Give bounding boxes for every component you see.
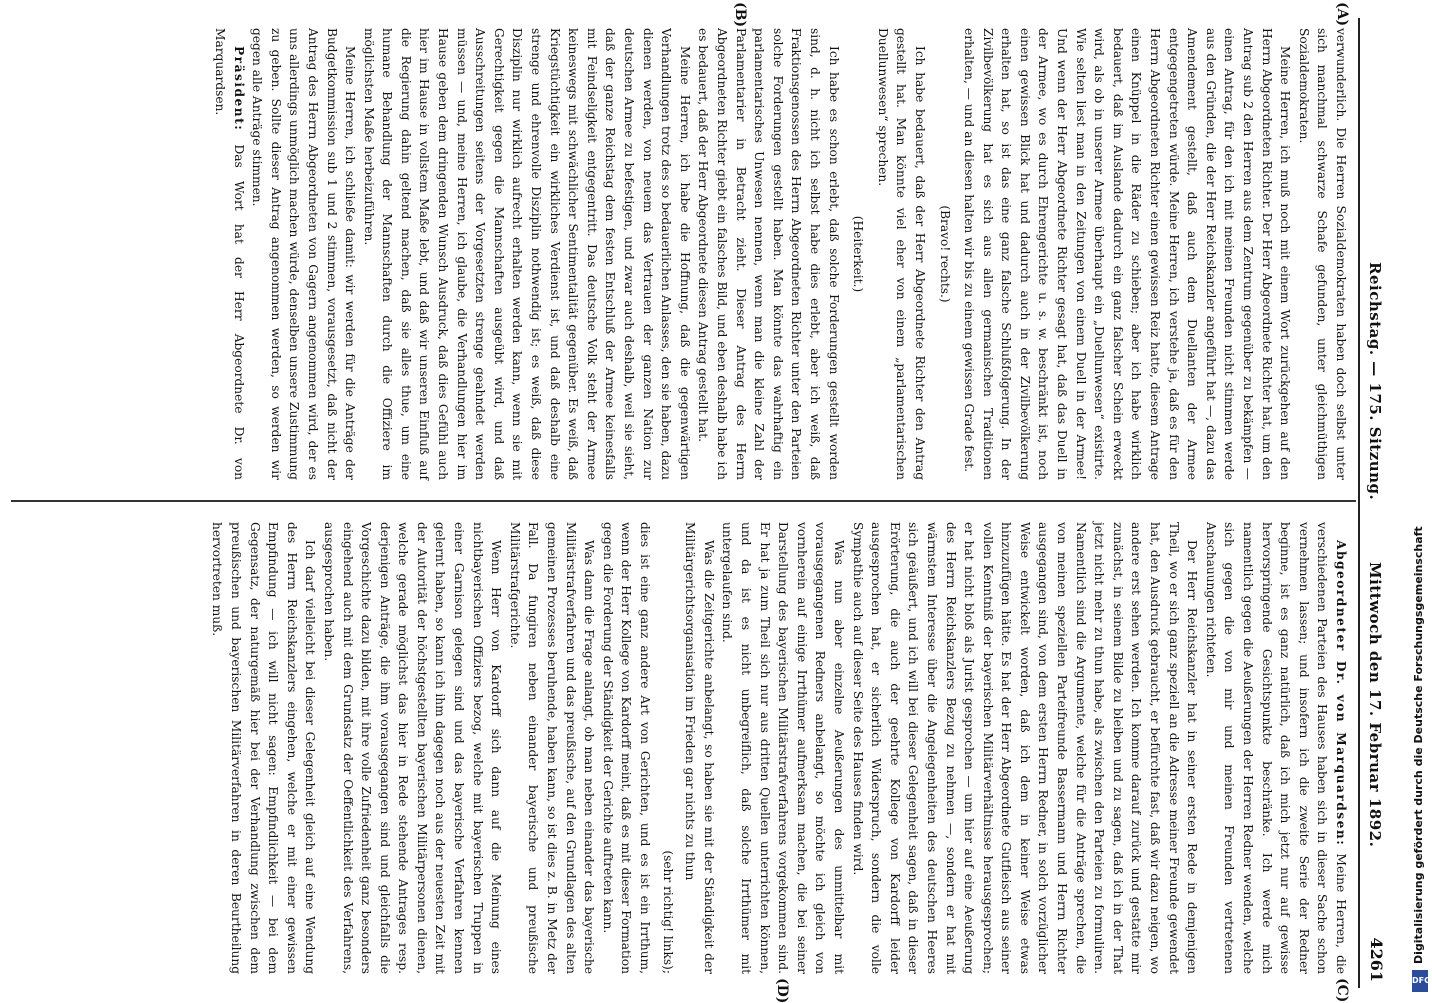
header-rule xyxy=(1358,18,1360,988)
speaker-label: Präsident: xyxy=(231,46,246,132)
paragraph: Ich habe bedauert, daß der Herr Abgeordnete Richter den Antrag gestellt hat. Man könnte viel eher von einem „parlamentarischen Duellunwesen“ sprechen. xyxy=(875,28,927,480)
margin-marker-a: (A) xyxy=(1334,2,1350,27)
paragraph: Meine Herren, ich habe die Hoffnung, daß die gegenwärtigen Verhandlungen trotz des so bedauerlichen Anlasses, den sie haben, dazu dienen werden, von neuem das Vertrauen der ganzen Nation zur deutschen Armee zu befestigen, und zwar auch deshalb, weil sie sieht, daß der ganze Reichstag dem festen Entschluß der Armee keinesfalls mit Feindseligkeit entgegentritt. Das deutsche Volk steht der Armee keineswegs mit schwächlicher Sentimentalität gegenüber. Es weiß, daß Kriegstüchtigkeit ein wirkliches Verdienst ist, und daß deshalb eine strenge und ehrenvolle Disziplin nothwendig ist; es weiß, daß diese Disziplin nur wirklich aufrecht erhalten werden kann, wenn sie mit Gerechtigkeit gegen die Mannschaften ausgeübt wird, und daß Ausschreitungen seitens der Vorgesetzten strenge geahndet werden müssen — und, meine Herren, ich glaube, die Verhandlungen hier im Hause geben dem dringenden Wunsch Ausdruck, daß dies Gefühl auch hier im Hause in vollstem Maße lebt, und daß wir unseren Einfluß auf die Regierung dahin geltend machen, daß sie alles thue, um eine humane Behandlung der Mannschaften durch die Offiziere im möglichsten Maße herbeizuführen. xyxy=(361,28,692,480)
paragraph: dies ist eine ganz andere Art von Gerichten, und es ist ein Irrthum, wenn der Herr Kollege von Kardorff meint, daß es mit dieser Formation gegen die Forderung der Ständigkeit der Gerichte auftreten kann. xyxy=(600,522,653,974)
header-date: Mittwoch den 17. Februar 1892. xyxy=(1366,562,1384,848)
margin-marker-b: (B) xyxy=(732,2,748,28)
right-column xyxy=(208,522,1350,974)
speaker-text: Das Wort hat der Herr Abgeordnete Dr. von Marquardsen. xyxy=(212,28,246,481)
paragraph: Was nun aber einzelne Aeußerungen des unmittelbar mit vorausgegangenen Redners anbelangt, so möchte ich gleich von vornherein auf einige Irrthümer aufmerksam machen, die bei seiner Darstellung des bayerischen Militärstrafverfahrens vorgekommen sind. Er hat ja zum Theil sich nur aus dritten Quellen unterrichten können, und da ist es nicht unbegreiflich, daß solche Irrthümer mit untergelaufen sind. xyxy=(720,522,846,974)
paragraph: Meine Herren, ich schließe damit: wir werden für die Anträge der Budgetkommission sub 1 und 2 stimmen, vorausgesetzt, daß nicht der Antrag des Herrn Abgeordneten von Gagern angenommen wird, der es uns allerdings unmöglich machen würde, denselben unsere Zustimmung zu geben. Sollte dieser Antrag angenommen werden, so werden wir gegen alle Anträge stimmen. xyxy=(250,28,358,480)
speaker-label: Abgeordneter Dr. von Marquardsen: xyxy=(1334,540,1348,847)
funding-notice: Digitalisierung gefördert durch die Deutsche Forschungsgemeinschaft xyxy=(1412,526,1425,964)
paragraph: Was die Zeitgerichte anbelangt, so haben sie mit der Ständigkeit der Militärgerichtsorganisation im Frieden gar nichts zu thun xyxy=(683,522,716,974)
paragraph: Der Herr Reichskanzler hat in seiner ersten Rede in demjenigen Theil, wo er sich ganz speziell an die Adresse meiner Freunde gewendet hat, den Ausdruck gebraucht, er befürchte fast, daß wir dazu neigen, wo andere erst sehen werden. Ich komme darauf zurück und gestatte mir zunächst, in seinem Bilde zu bleiben und zu sagen, daß ich in der That jetzt nicht mehr zu thun habe, als zwischen den Parteien zu formuliren. Namentlich sind die Argumente, welche für die Anträge sprechen, die von meinen speziellen Parteifreunde Bassermann und Herrn Richter ausgegangen sind, von dem ersten Herrn Redner, in solch vorzüglicher Weise entwickelt worden, daß ich dem in keiner Weise etwas hinzuzufügen hätte. Es hat der Herr Abgeordnete Gutfleisch aus seiner vollen Kenntniß der bayerischen Militärverhältnisse herausgesprochen; er hat nicht bloß als Jurist gesprochen — um hier auf eine Aeußerung des Herrn Reichskanzlers Bezug zu nehmen —, sondern er hat mit wärmstem Interesse über die Angelegenheiten des deutschen Heeres sich geäußert, und ich will bei dieser Gelegenheit sagen, daß in dieser Erörterung, die auch der geehrte Kollege von Kardorff leider ausgesprochen hat, er sicherlich Widerspruch, sondern die volle Sympathie auch auf dieser Seite des Hauses finden wird. xyxy=(850,522,1200,974)
margin-marker-c: (C) xyxy=(1334,978,1350,1003)
column-divider xyxy=(11,500,1356,502)
page-number: 4261 xyxy=(1367,937,1386,982)
paragraph: Ich darf vielleicht bei dieser Gelegenheit gleich auf eine Wendung des Herrn Reichskanzlers eingehen, welche er mit einer gewissen Empfindung — ich will nicht sagen: Empfindlichkeit — bei dem Gegensatz, der naturgemäß hier bei der Verhandlung zwischen dem preußischen und bayerischen Militärverfahren in deren Beurtheilung hervortreten muß. xyxy=(210,522,318,974)
page-header xyxy=(1360,22,1388,990)
paragraph: Was dann die Frage anlangt, ob man neben einander das bayerische Militärstrafverfahren und das preußische, auf den Grundlagen des alten gemeinen Prozesses beruhende, haben kann, so ist dies z. B. in Metz der Fall. Da fungiren neben einander bayerische und preußische Militärstrafgerichte. xyxy=(507,522,597,974)
stage-note: (Heiterkeit.) xyxy=(851,215,866,293)
speaker-paragraph xyxy=(1201,522,1350,974)
paragraph-text: Meine Herren, die verschiedenen Parteien des Hauses haben sich in dieser Sache schon vernehmen lassen; und insofern ich die zweite Serie der Redner beginne, ist es ganz natürlich, daß ich mich jetzt nur auf gewisse hervorspringende Gesichtspunkte beschränke. Ich werde mich namentlich gegen die Aeußerungen der Herren Redner wenden, welche sich gegen die von mir und meinen Freunden vertretenen Anschauungen richteten. xyxy=(1203,522,1348,975)
speaker-paragraph xyxy=(210,28,247,480)
funding-sidebar xyxy=(1409,0,1432,1000)
margin-marker-d: (D) xyxy=(774,978,790,1003)
stage-note: (Bravo! rechts.) xyxy=(937,205,952,303)
stage-note: (sehr richtig! links); xyxy=(660,850,675,974)
header-title: Reichstag. — 175. Sitzung. xyxy=(1366,262,1384,501)
dfg-logo: DFG xyxy=(1412,970,1428,992)
paragraph: Ich habe es schon erlebt, daß solche Forderungen gestellt worden sind, d. h. nicht ich selbst habe dies erlebt, aber ich weiß, daß Fraktionsgenossen des Herrn Abgeordneten Richter unter den Parteien solche Forderungen gestellt haben. Man könnte das wahrhaftig ein parlamentarisches Unwesen nennen, wenn man die kleine Zahl der Parlamentarier in Betracht zieht. Dieser Antrag des Herrn Abgeordneten Richter giebt ein falsches Bild, und eben deshalb habe ich es bedauert, daß der Herr Abgeordnete diesen Antrag gestellt hat. xyxy=(696,28,841,480)
left-column xyxy=(210,28,1350,480)
paragraph: Meine Herren, ich muß noch mit einem Wort zurückgehen auf den Herrn Abgeordneten Richter. Der Herr Abgeordnete Richter hat, um den Antrag sub 2 den Herren aus dem Zentrum gegenüber zu bekämpfen — einen Antrag, für den ich mit meinen Freunden nicht stimmen werde aus den Gründen, die der Herr Reichskanzler angeführt hat —, dazu das Amendement gestellt, daß auch dem Duellanten der Armee entgegengetreten würde. Meine Herren, ich verstehe ja, daß es für den Herrn Abgeordneten Richter einen gewissen Reiz hatte, diesem Antrage einen Knüppel in die Räder zu schieben; aber ich habe wirklich bedauert, daß im Auslande dadurch ein ganz falscher Schein erweckt wird, als ob in unserer Armee überhaupt ein „Duellunwesen“ existirte. Wie selten liest man in den Zeitungen von einem Duell in der Armee! Und wenn der Herr Abgeordnete Richter gesagt hat, daß das Duell in der Armee, wo es durch Ehrengerichte u. s. w. beschränkt ist, noch einen gewissen Blick hat und dadurch auch in der Zivilbevölkerung erhalten hat, so ist das eine ganz falsche Schlußfolgerung. In der Zivilbevölkerung hat es sich aus allen germanischen Traditionen erhalten, — und an diesen halten wir bis zu einem gewissen Grade fest. xyxy=(962,28,1293,480)
paragraph: Wenn Herr von Kardorff sich dann auf die Meinung eines nichtbayerischen Offiziers bezog, welche mit bayerischen Truppen in einer Garnison gelegen sind und das bayerische Verfahren kennen gelernt haben, so kann ich ihm dagegen noch aus der neuesten Zeit mit der Autorität der höchstgestellten bayerischen Militärpersonen dienen, welche gerade möglichst das hier in Rede stehende Antrages resp. derjenigen Anträge, die ihm vorausgegangen sind und gleichfalls die Vorgeschichte dazu bilden, mit ihre volle Zufriedenheit ganz besonders eingehend auch mit dem Grundsatz der Oeffentlichkeit des Verfahrens, ausgesprochen haben. xyxy=(321,522,504,974)
paragraph: verwunderlich. Die Herren Sozialdemokraten haben doch selbst unter sich manchmal schwarze Schafe gefunden, unter gleichmüthigen Sozialdemokraten. xyxy=(1296,28,1348,480)
